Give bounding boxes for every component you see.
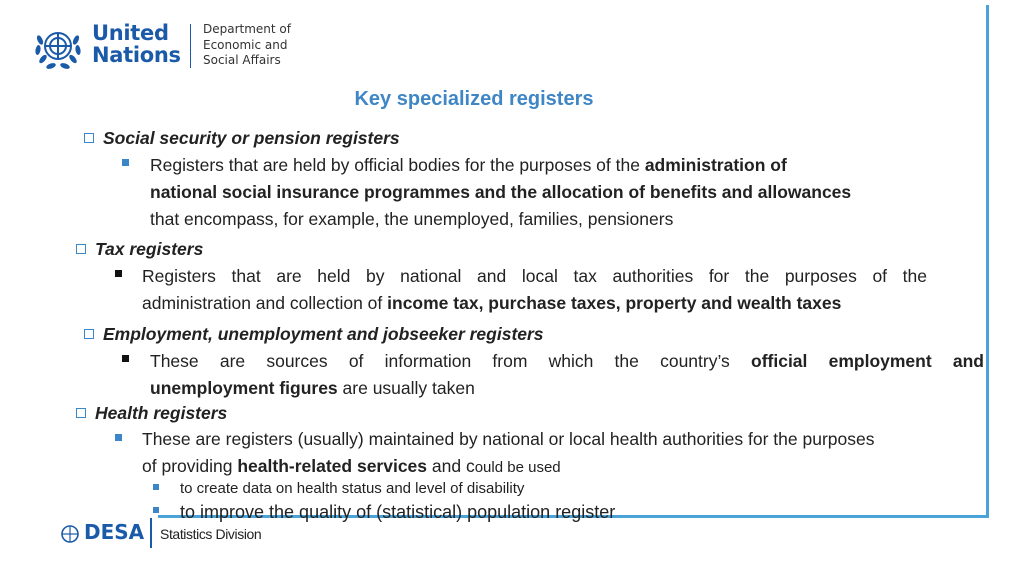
- square-bullet-icon: [153, 484, 159, 490]
- department-name: Department of Economic and Social Affairs: [203, 22, 291, 67]
- checkbox-bullet-icon: [84, 133, 94, 143]
- checkbox-bullet-icon: [76, 408, 86, 418]
- slide-title: Key specialized registers: [354, 88, 594, 110]
- square-bullet-icon: [122, 159, 129, 166]
- health-sub-bullet-2: to improve the quality of (statistical) population register: [180, 502, 616, 522]
- frame-right-line: [986, 5, 989, 517]
- square-bullet-icon: [115, 434, 122, 441]
- section-text-employment: These are sources of information from which the country’s official employment and unemployment figures are usually taken: [150, 351, 984, 398]
- checkbox-bullet-icon: [84, 329, 94, 339]
- footer-divider: [150, 518, 152, 548]
- un-globe-icon: [60, 524, 80, 544]
- section-heading-employment: Employment, unemployment and jobseeker registers: [84, 321, 544, 348]
- square-bullet-icon: [153, 507, 159, 513]
- section-heading-social-security: Social security or pension registers: [84, 125, 400, 152]
- health-sub-bullet-1: to create data on health status and level of disability: [180, 480, 525, 497]
- un-emblem-icon: [32, 20, 84, 72]
- square-bullet-icon: [122, 355, 129, 362]
- statistics-division-label: Statistics Division: [160, 526, 262, 542]
- header-divider: [190, 24, 191, 68]
- un-wordmark: United Nations: [92, 21, 181, 67]
- checkbox-bullet-icon: [76, 244, 86, 254]
- desa-logo-text: DESA: [84, 520, 145, 544]
- section-heading-tax: Tax registers: [76, 236, 203, 263]
- section-heading-health: Health registers: [76, 400, 227, 427]
- section-text-tax: Registers that are held by national and local tax authorities for the purposes of the administration and collection of income tax, purchase taxes, property and wealth taxes: [142, 266, 927, 313]
- section-text-social-security: Registers that are held by official bodies for the purposes of the administration of national social insurance programmes and the allocation of benefits and allowances that encompass, for example, the unemployed, families, pensioners: [150, 155, 852, 229]
- square-bullet-icon: [115, 270, 122, 277]
- section-text-health: These are registers (usually) maintained by national or local health authorities for the purposes of providing health-related services and could be used: [142, 429, 875, 476]
